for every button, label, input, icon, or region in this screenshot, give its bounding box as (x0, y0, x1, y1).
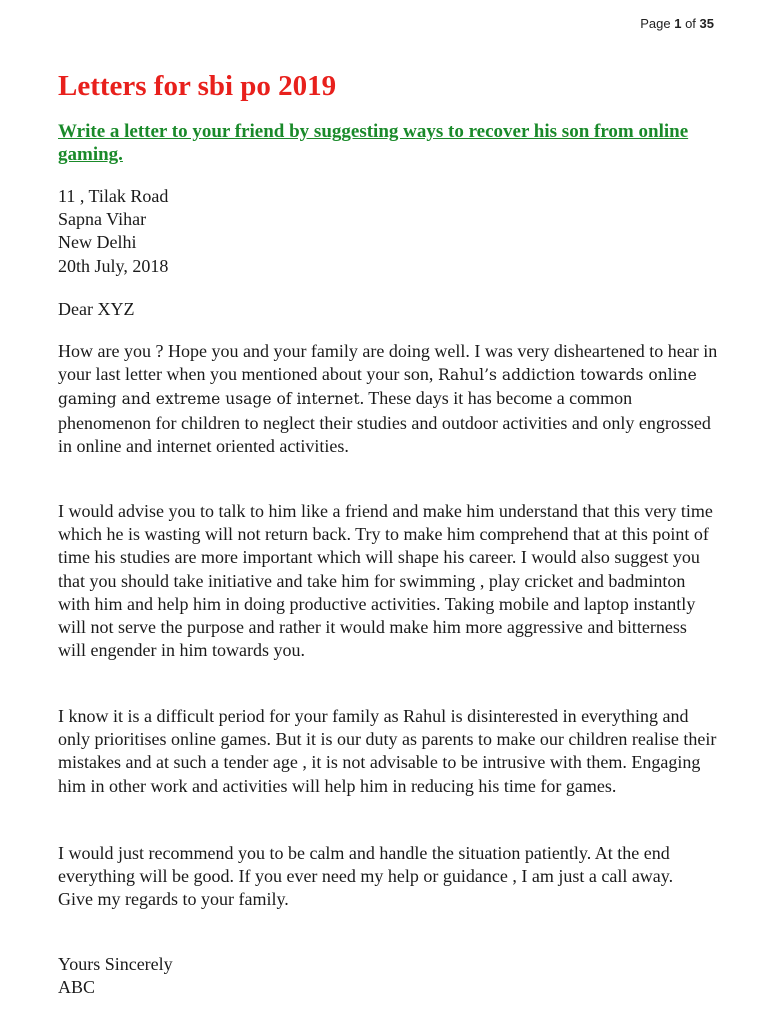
document-title: Letters for sbi po 2019 (58, 70, 337, 102)
page-number-total: 35 (699, 16, 714, 31)
paragraph-1-part-2: . These days it has become a common phenomenon for children to neglect their studies and outdoor activities and only engrossed in online and internet oriented activities. (58, 388, 711, 456)
address-line-2: Sapna Vihar (58, 209, 147, 230)
paragraph-2: I would advise you to talk to him like a friend and make him understand that this very time which he is wasting will not return back. Try to make him comprehend that at this point of time his studies are more important which will shape his career. I would also suggest you that you should take initiative and take him for swimming , play cricket and badminton with him and help him in doing productive activities. Taking mobile and laptop instantly will not serve the purpose and rather it would make him more aggressive and bitterness will engender in him towards you. (58, 501, 713, 661)
paragraph-3: I know it is a difficult period for your family as Rahul is disinterested in everything and only prioritises online games. But it is our duty as parents to make our children realise their mistakes and at such a tender age , it is not advisable to be intrusive with them. Engaging him in other work and activities will help him in reducing his time for games. (58, 706, 717, 796)
letter-date: 20th July, 2018 (58, 255, 169, 276)
page-number-current: 1 (674, 16, 682, 31)
closing-line-1: Yours Sincerely (58, 954, 173, 974)
paragraph-1 (58, 340, 718, 458)
letter-closing (58, 953, 718, 999)
paragraph-4-main: I would just recommend you to be calm and handle the situation patiently. At the end everything will be good. If you ever need my help or guidance , I am just a call away. (58, 843, 674, 887)
paragraph-4-regards: Give my regards to your family. (58, 889, 289, 910)
salutation: Dear XYZ (58, 299, 135, 319)
address-line-3: New Delhi (58, 232, 137, 253)
letter-prompt: Write a letter to your friend by suggesting ways to recover his son from online gaming. (58, 121, 689, 165)
page-number (640, 16, 714, 31)
paragraph-1-part-1: How are you ? Hope you and your family are doing well. I was very disheartened to hear in your last letter when you mentioned about your son, (58, 341, 718, 385)
paragraph-1-emphasis: Rahul’s addiction towards online gaming and extreme usage of internet (58, 366, 697, 409)
closing-signature: ABC (58, 977, 96, 998)
address-line-1: 11 , Tilak Road (58, 186, 169, 206)
sender-address (58, 185, 718, 278)
page-number-prefix: Page (640, 16, 671, 31)
paragraph-4 (58, 842, 718, 912)
page-number-separator: of (685, 16, 696, 31)
